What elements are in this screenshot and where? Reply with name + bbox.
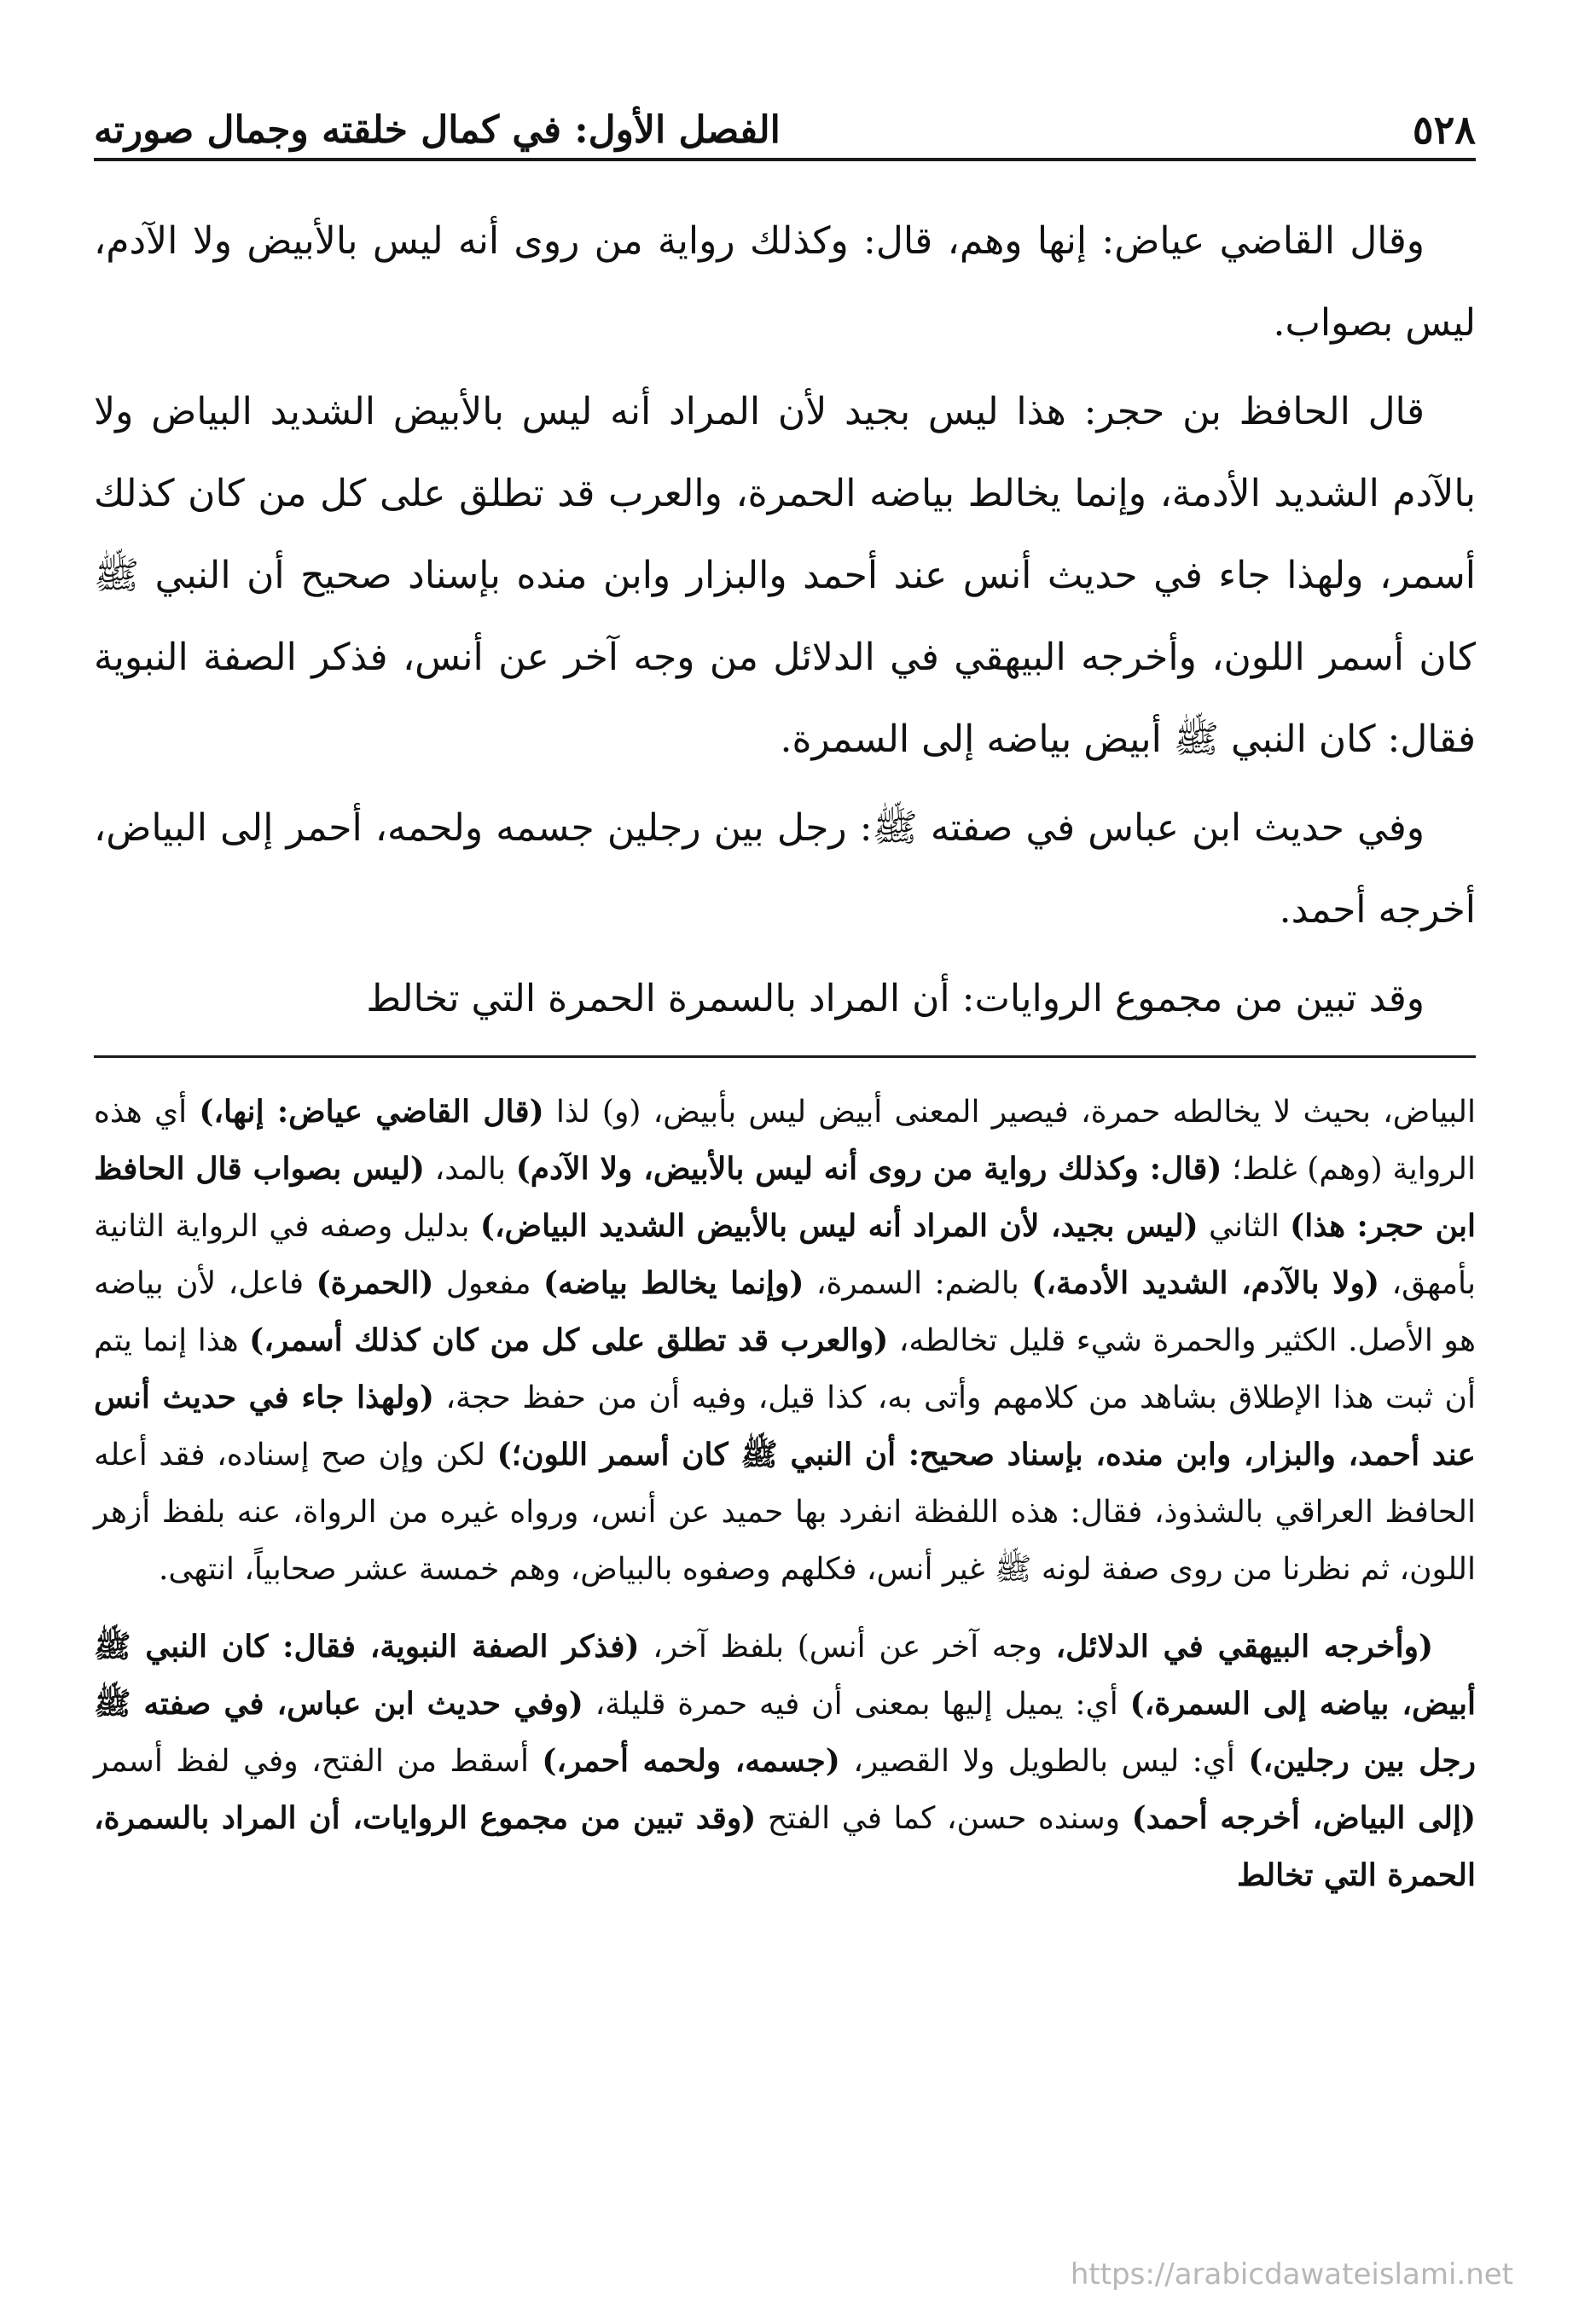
running-title: الفصل الأول: في كمال خلقته وجمال صورته	[94, 108, 781, 152]
quoted-text: (ولا بالآدم، الشديد الأدمة،)	[1031, 1265, 1380, 1301]
watermark-url: https://arabicdawateislami.net	[1070, 2257, 1513, 2292]
commentary-text: وجه آخر عن أنس) بلفظ آخر،	[639, 1630, 1056, 1665]
main-paragraph: وفي حديث ابن عباس في صفته ﷺ: رجل بين رجلين جسمه ولحمه، أحمر إلى البياض، أخرجه أحمد.	[94, 806, 1476, 932]
quoted-text: (جسمه، ولحمه أحمر،)	[542, 1743, 840, 1779]
commentary-text: لكن وإن صح إسناده، فقد أعله الحافظ العراقي بالشذوذ، فقال: هذه اللفظة انفرد بها حميد عن أنس، ورواه غيره من الرواة، عنه بلفظ أزهر اللون، ثم نظرنا من روى صفة لونه ﷺ غير أنس، فكلهم وصفوه بالبياض، وهم خمسة عشر صحابياً، انتهى.	[94, 1438, 1476, 1587]
quoted-text: (قال: وكذلك رواية من روى أنه ليس بالأبيض، ولا الآدم)	[515, 1151, 1222, 1187]
commentary-text: هذا إنما يتم أن ثبت هذا الإطلاق بشاهد من كلامهم وأتى به، كذا قيل، وفيه أن من حفظ حجة،	[94, 1323, 1476, 1415]
commentary-text: فاعل، لأن بياضه هو الأصل. الكثير والحمرة شيء قليل تخالطه،	[94, 1266, 1477, 1358]
commentary-block	[94, 1084, 1476, 1904]
quoted-text: (ليس بصواب قال الحافظ ابن حجر: هذا)	[94, 1151, 1476, 1244]
commentary-paragraph	[94, 1084, 1476, 1598]
quoted-text: (الحمرة)	[316, 1265, 434, 1301]
commentary-text: أسقط من الفتح، وفي لفظ أسمر	[94, 1744, 543, 1779]
main-paragraph: وقد تبين من مجموع الروايات: أن المراد بالسمرة الحمرة التي تخالط	[366, 977, 1425, 1020]
commentary-text: بالمد،	[424, 1152, 516, 1187]
page-header	[94, 81, 1476, 161]
commentary-text: بالضم: السمرة،	[804, 1266, 1032, 1301]
book-page	[94, 81, 1476, 2274]
quoted-text: (فذكر الصفة النبوية، فقال: كان النبي ﷺ أبيض، بياضه إلى السمرة،)	[94, 1629, 1476, 1722]
commentary-text: الثاني	[1198, 1209, 1291, 1244]
quoted-text: (وأخرجه البيهقي في الدلائل،	[1055, 1629, 1433, 1665]
commentary-text: أي: يميل إليها بمعنى أن فيه حمرة قليلة،	[583, 1687, 1130, 1722]
commentary-text: بدليل وصفه في الرواية الثانية بأمهق،	[94, 1209, 1476, 1301]
main-paragraph: قال الحافظ بن حجر: هذا ليس بجيد لأن المراد أنه ليس بالأبيض الشديد البياض ولا بالآدم الشديد الأدمة، وإنما يخالط بياضه الحمرة، والعرب قد تطلق على كل من كان كذلك أسمر، ولهذا جاء في حديث أنس عند أحمد والبزار وابن منده بإسناد صحيح أن النبي ﷺ كان أسمر اللون، وأخرجه البيهقي في الدلائل من وجه آخر عن أنس، فذكر الصفة النبوية فقال: كان النبي ﷺ أبيض بياضه إلى السمرة.	[94, 390, 1477, 761]
section-divider	[94, 1055, 1476, 1058]
quoted-text: (ليس بجيد، لأن المراد أنه ليس بالأبيض الشديد البياض،)	[479, 1208, 1199, 1244]
quoted-text: (والعرب قد تطلق على كل من كان كذلك أسمر،)	[249, 1322, 889, 1358]
main-paragraph: وقال القاضي عياض: إنها وهم، قال: وكذلك رواية من روى أنه ليس بالأبيض ولا الآدم، ليس بصواب.	[94, 219, 1476, 345]
quoted-text: (إلى البياض، أخرجه أحمد)	[1131, 1800, 1476, 1836]
commentary-text: البياض، بحيث لا يخالطه حمرة، فيصير المعنى أبيض ليس بأبيض، (و) لذا	[543, 1095, 1476, 1130]
commentary-text: وسنده حسن، كما في الفتح	[756, 1801, 1132, 1836]
quoted-text: (قال القاضي عياض: إنها،)	[199, 1094, 544, 1130]
quoted-text: (ولهذا جاء في حديث أنس عند أحمد، والبزار، وابن منده، بإسناد صحيح: أن النبي ﷺ كان أسمر اللون؛)	[94, 1380, 1476, 1473]
commentary-text: مفعول	[433, 1266, 543, 1301]
quoted-text: (وفي حديث ابن عباس، في صفته ﷺ رجل بين رجلين،)	[94, 1686, 1477, 1779]
main-text-block	[94, 200, 1476, 1040]
commentary-text: أي هذه الرواية (وهم) غلط؛	[94, 1095, 1477, 1187]
quoted-text: (وإنما يخالط بياضه)	[543, 1265, 804, 1301]
quoted-text: (وقد تبين من مجموع الروايات، أن المراد بالسمرة، الحمرة التي تخالط	[94, 1800, 1476, 1893]
page-number: ٥٢٨	[1412, 107, 1476, 153]
commentary-text: أي: ليس بالطويل ولا القصير،	[839, 1744, 1249, 1779]
commentary-paragraph	[94, 1618, 1476, 1904]
